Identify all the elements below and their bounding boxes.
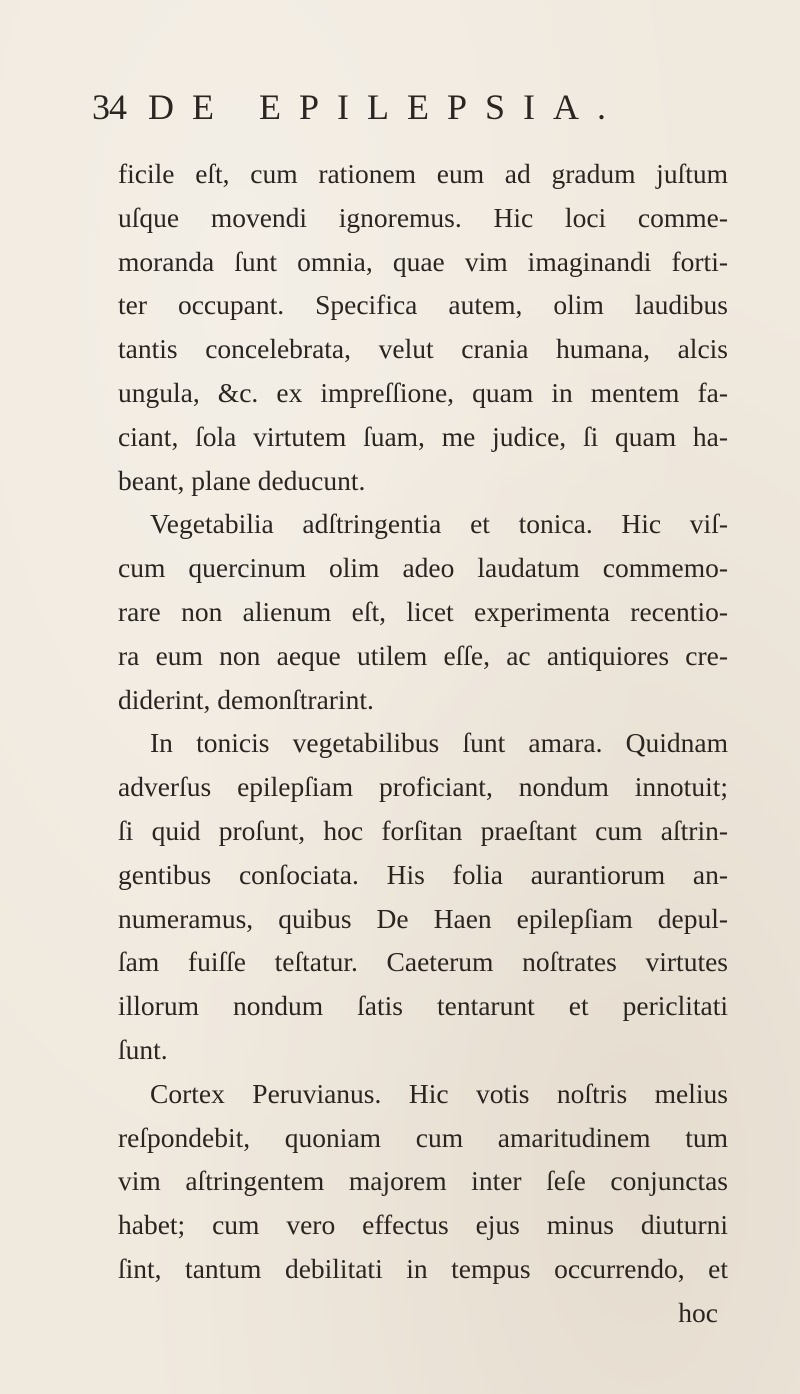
text-line: habet; cum vero effectus ejus minus diuturni [118, 1209, 728, 1241]
text-line: moranda ſunt omnia, quae vim imaginandi forti- [118, 245, 728, 277]
text-line: ſunt. [118, 1033, 168, 1065]
paragraph-start: Vegetabilia adſtringentia et tonica. Hic viſ- [150, 508, 728, 540]
text-line: ſam fuiſſe teſtatur. Caeterum noſtrates virtutes [118, 946, 728, 978]
text-line: ſi quid proſunt, hoc forſitan praeſtant cum aſtrin- [118, 814, 728, 846]
catchword: hoc [678, 1296, 718, 1328]
text-line: ungula, &c. ex impreſſione, quam in mentem fa- [118, 376, 728, 408]
text-line: diderint, demonſtrarint. [118, 683, 374, 715]
text-line: ra eum non aeque utilem eſſe, ac antiquiores cre- [118, 639, 728, 671]
text-line: reſpondebit, quoniam cum amaritudinem tum [118, 1121, 728, 1153]
text-line: ſint, tantum debilitati in tempus occurrendo, et [118, 1252, 728, 1284]
text-line: ficile eſt, cum rationem eum ad gradum juſtum [118, 158, 728, 189]
body-text [118, 152, 728, 1335]
running-head [92, 86, 712, 136]
text-line: cum quercinum olim adeo laudatum commemo- [118, 552, 728, 584]
text-line: gentibus conſociata. His folia aurantiorum an- [118, 858, 728, 890]
text-line: numeramus, quibus De Haen epilepſiam depul- [118, 902, 728, 934]
text-line: ter occupant. Specifica autem, olim laudibus [118, 289, 728, 321]
text-line: ciant, ſola virtutem ſuam, me judice, ſi quam ha- [118, 420, 728, 452]
text-line: beant, plane deducunt. [118, 464, 366, 496]
text-line: uſque movendi ignoremus. Hic loci comme- [118, 201, 728, 233]
text-line: tantis concelebrata, velut crania humana, alcis [118, 333, 728, 365]
text-line: vim aſtringentem majorem inter ſeſe conjunctas [118, 1165, 728, 1197]
text-line: illorum nondum ſatis tentarunt et periclitati [118, 990, 728, 1022]
text-line: rare non alienum eſt, licet experimenta recentio- [118, 595, 728, 627]
text-line: adverſus epilepſiam proficiant, nondum innotuit; [118, 771, 728, 803]
paragraph-start: In tonicis vegetabilibus ſunt amara. Quidnam [150, 727, 728, 759]
paragraph-start: Cortex Peruvianus. Hic votis noſtris melius [150, 1077, 728, 1109]
running-title: DE EPILEPSIA. [148, 87, 624, 127]
page-number: 34 [92, 87, 126, 127]
